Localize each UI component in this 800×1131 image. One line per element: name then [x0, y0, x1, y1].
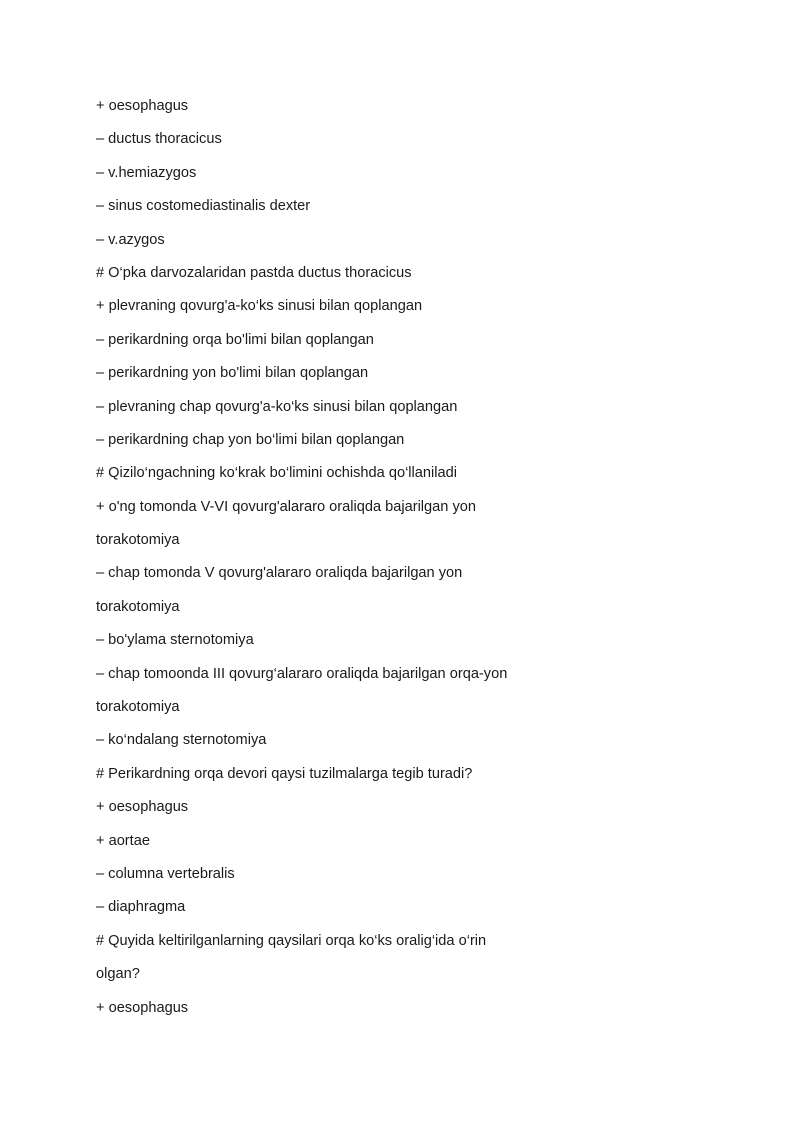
question-line: # O‘pka darvozalaridan pastda ductus thoracicus — [96, 264, 412, 281]
answer-option-continuation: torakotomiya — [96, 532, 180, 549]
question-line: # Perikardning orqa devori qaysi tuzilmalarga tegib turadi? — [96, 765, 473, 782]
answer-option: + oesophagus — [96, 999, 189, 1016]
answer-option: + o'ng tomonda V-VI qovurg'alararo oraliqda bajarilgan yon — [96, 498, 476, 515]
answer-option: – bo'ylama sternotomiya — [96, 632, 254, 649]
question-line-continuation: olgan? — [96, 966, 140, 983]
answer-option: – diaphragma — [96, 899, 186, 916]
answer-option: – columna vertebralis — [96, 865, 235, 882]
answer-option: – plevraning chap qovurg'a-ko‘ks sinusi bilan qoplangan — [96, 398, 458, 415]
answer-option: – perikardning yon bo'limi bilan qoplangan — [96, 365, 369, 382]
answer-option: – perikardning orqa bo'limi bilan qoplangan — [96, 331, 374, 348]
answer-option-continuation: torakotomiya — [96, 699, 180, 716]
answer-option: – v.hemiazygos — [96, 164, 197, 181]
question-line: # Qizilo‘ngachning ko‘krak bo‘limini ochishda qo‘llaniladi — [96, 465, 457, 482]
answer-option: – chap tomonda V qovurg'alararo oraliqda bajarilgan yon — [96, 565, 463, 582]
answer-option: – chap tomoonda III qovurg‘alararo oraliqda bajarilgan orqa-yon — [96, 665, 508, 682]
answer-option: – perikardning chap yon bo‘limi bilan qoplangan — [96, 431, 405, 448]
answer-option: + oesophagus — [96, 98, 189, 114]
answer-option: – v.azygos — [96, 231, 165, 248]
question-line: # Quyida keltirilganlarning qaysilari orqa ko‘ks oralig‘ida o‘rin — [96, 932, 487, 949]
answer-option: + aortae — [96, 832, 150, 849]
answer-option: – ko‘ndalang sternotomiya — [96, 732, 267, 749]
answer-option-continuation: torakotomiya — [96, 598, 180, 615]
answer-option: + oesophagus — [96, 799, 189, 816]
document-text — [96, 93, 716, 1028]
answer-option: – sinus costomediastinalis dexter — [96, 198, 311, 215]
answer-option: – ductus thoracicus — [96, 131, 222, 148]
answer-option: + plevraning qovurg'a-ko‘ks sinusi bilan qoplangan — [96, 298, 423, 315]
